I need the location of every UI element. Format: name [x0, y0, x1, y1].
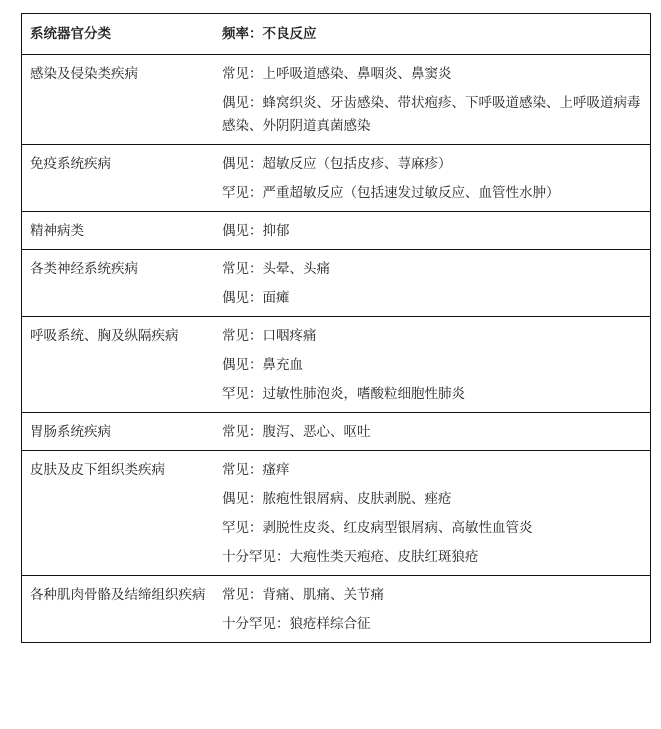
table-row	[22, 317, 651, 413]
reaction-line: 常见：瘙痒	[222, 462, 290, 478]
reaction-line: 罕见：剥脱性皮炎、红皮病型银屑病、高敏性血管炎	[222, 520, 533, 536]
reaction-line: 偶见：超敏反应（包括皮疹、荨麻疹）	[222, 156, 452, 172]
reactions-cell	[214, 451, 651, 576]
reactions-cell	[214, 413, 651, 451]
reaction-line: 常见：头晕、头痛	[222, 261, 330, 277]
organ-class-cell: 胃肠系统疾病	[22, 413, 215, 451]
organ-class-cell: 呼吸系统、胸及纵隔疾病	[22, 317, 215, 413]
organ-class-cell: 免疫系统疾病	[22, 145, 215, 212]
reactions-cell	[214, 55, 651, 145]
reaction-line: 常见：口咽疼痛	[222, 328, 317, 344]
adverse-reactions-table	[21, 13, 651, 643]
table-row	[22, 250, 651, 317]
reactions-cell	[214, 212, 651, 250]
reaction-line: 偶见：面瘫	[222, 290, 290, 306]
reactions-cell	[214, 317, 651, 413]
table-header-row	[22, 14, 651, 55]
reaction-line: 常见：腹泻、恶心、呕吐	[222, 424, 371, 440]
organ-class-cell: 精神病类	[22, 212, 215, 250]
table-row	[22, 451, 651, 576]
reaction-line: 十分罕见：大疱性类天疱疮、皮肤红斑狼疮	[222, 549, 479, 565]
reaction-line: 十分罕见：狼疮样综合征	[222, 616, 371, 632]
reaction-line: 罕见：严重超敏反应（包括速发过敏反应、血管性水肿）	[222, 185, 560, 201]
reactions-cell	[214, 145, 651, 212]
table-row	[22, 55, 651, 145]
organ-class-cell: 皮肤及皮下组织类疾病	[22, 451, 215, 576]
reaction-line: 偶见：脓疱性银屑病、皮肤剥脱、痤疮	[222, 491, 452, 507]
reaction-line: 偶见：鼻充血	[222, 357, 303, 373]
reaction-line: 常见：背痛、肌痛、关节痛	[222, 587, 384, 603]
table-row	[22, 145, 651, 212]
reaction-line: 偶见：抑郁	[222, 223, 290, 239]
table-row	[22, 576, 651, 643]
table-row	[22, 413, 651, 451]
header-frequency-reaction: 频率：不良反应	[214, 14, 651, 55]
reaction-line: 常见：上呼吸道感染、鼻咽炎、鼻窦炎	[222, 66, 452, 82]
organ-class-cell: 各种肌肉骨骼及结缔组织疾病	[22, 576, 215, 643]
header-organ-class: 系统器官分类	[22, 14, 215, 55]
reactions-cell	[214, 250, 651, 317]
reactions-cell	[214, 576, 651, 643]
organ-class-cell: 各类神经系统疾病	[22, 250, 215, 317]
reaction-line: 罕见：过敏性肺泡炎，嗜酸粒细胞性肺炎	[222, 386, 465, 402]
table-row	[22, 212, 651, 250]
organ-class-cell: 感染及侵染类疾病	[22, 55, 215, 145]
reaction-line: 偶见：蜂窝织炎、牙齿感染、带状疱疹、下呼吸道感染、上呼吸道病毒感染、外阴阴道真菌感染	[222, 95, 641, 134]
